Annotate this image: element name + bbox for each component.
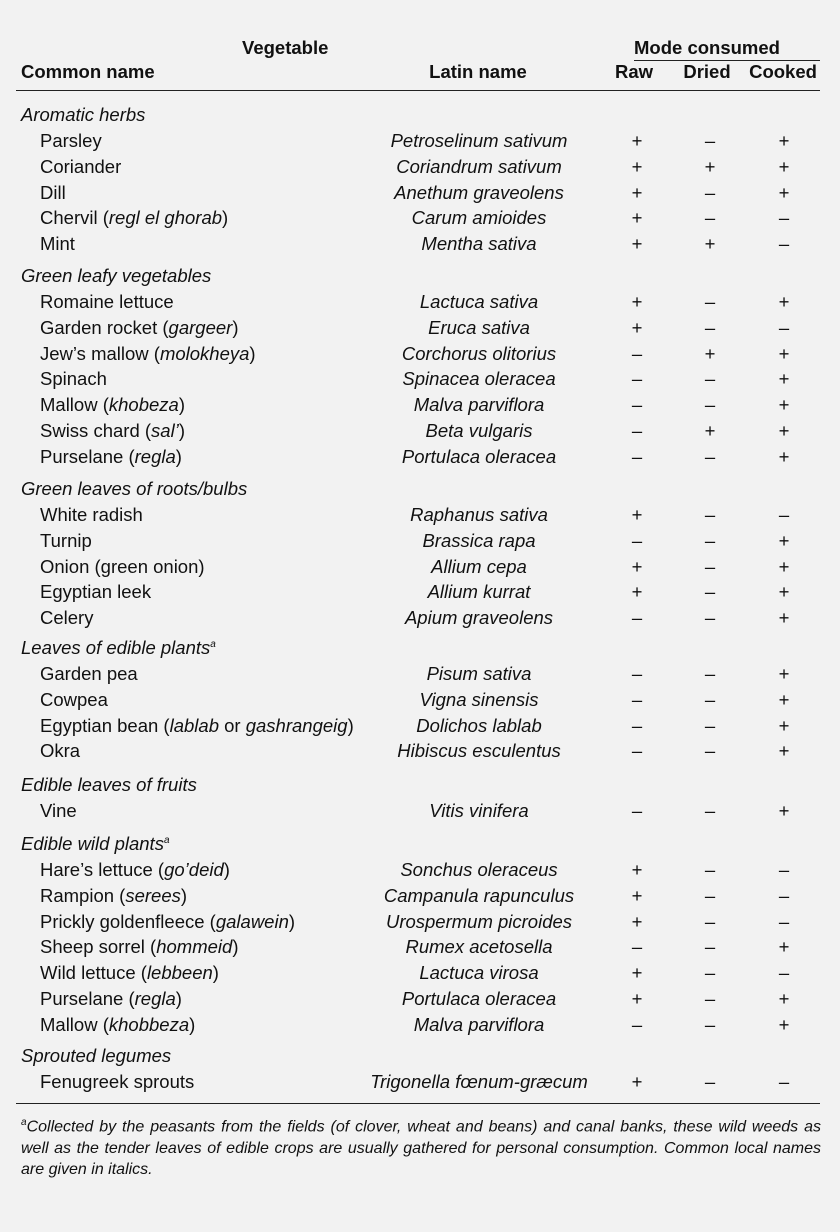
cooked-mark: + bbox=[778, 130, 790, 151]
local-name: khobeza bbox=[108, 394, 179, 416]
raw-mark: + bbox=[631, 233, 643, 255]
common-name: Chervil bbox=[40, 207, 98, 229]
table-row bbox=[0, 885, 840, 909]
common-name-cell bbox=[40, 233, 75, 255]
cooked-mark: + bbox=[778, 988, 790, 1009]
raw-mark: + bbox=[631, 130, 643, 151]
bottom-rule bbox=[16, 1103, 820, 1104]
category-text: Aromatic herbs bbox=[21, 104, 146, 125]
cooked-mark: + bbox=[778, 529, 790, 551]
dried-mark: – bbox=[704, 555, 716, 577]
raw-mark: – bbox=[631, 368, 643, 390]
raw-mark: – bbox=[631, 688, 643, 710]
raw-mark: + bbox=[631, 962, 643, 984]
cooked-mark: – bbox=[778, 1071, 790, 1092]
common-name: Garden rocket bbox=[40, 316, 158, 338]
table-row bbox=[0, 368, 840, 392]
footnote-text: Collected by the peasants from the fields (of clover, wheat and beans) and canal banks, these wild weeds as well as the tender leaves of edible crops are usually gathered for personal consumption. Common local names are given in italics. bbox=[21, 1118, 821, 1179]
category-label bbox=[21, 833, 170, 855]
category-label bbox=[21, 637, 216, 659]
dried-mark: – bbox=[704, 800, 716, 821]
common-name: Garden pea bbox=[40, 663, 138, 684]
cooked-mark: + bbox=[778, 936, 790, 958]
common-name-cell bbox=[40, 607, 93, 629]
common-name: Mallow bbox=[40, 394, 98, 416]
latin-name: Apium graveolens bbox=[404, 607, 554, 629]
category-text: Green leaves of roots/bulbs bbox=[21, 478, 248, 499]
latin-name: Allium cepa bbox=[431, 555, 527, 577]
common-name: Onion (green onion) bbox=[40, 555, 205, 577]
raw-mark: – bbox=[631, 607, 643, 629]
category-row bbox=[0, 774, 840, 798]
cooked-mark: – bbox=[778, 504, 790, 525]
table-row bbox=[0, 689, 840, 713]
table-row bbox=[0, 607, 840, 631]
latin-name: Lactuca virosa bbox=[419, 962, 539, 984]
table-row bbox=[0, 130, 840, 154]
latin-name: Carum amioides bbox=[411, 207, 547, 229]
category-label bbox=[21, 104, 145, 126]
dried-mark: – bbox=[704, 504, 716, 525]
latin-name: Portulaca oleracea bbox=[401, 445, 557, 467]
raw-mark: – bbox=[631, 740, 643, 762]
table-row bbox=[0, 1014, 840, 1038]
category-text: Edible wild plants bbox=[21, 833, 164, 854]
latin-name: Petroselinum sativum bbox=[390, 130, 568, 151]
common-name: Coriander bbox=[40, 155, 122, 177]
dried-mark: – bbox=[704, 910, 716, 932]
footnote-marker: a bbox=[163, 834, 170, 846]
latin-name: Beta vulgaris bbox=[425, 420, 533, 441]
category-row bbox=[0, 478, 840, 502]
common-name-header: Common name bbox=[21, 61, 155, 82]
category-text: Leaves of edible plants bbox=[21, 637, 211, 658]
common-name-cell bbox=[40, 130, 102, 152]
cooked-mark: – bbox=[778, 859, 790, 880]
raw-mark: – bbox=[631, 663, 643, 684]
category-text: Green leafy vegetables bbox=[21, 265, 212, 286]
common-name-cell: Hare’s lettuce (go’deid) bbox=[40, 859, 230, 880]
common-name: Wild lettuce bbox=[40, 962, 136, 984]
cooked-mark: + bbox=[778, 181, 790, 203]
table-row bbox=[0, 291, 840, 315]
common-name-cell: Chervil (regl el ghorab) bbox=[40, 207, 229, 229]
common-name: Dill bbox=[40, 181, 66, 203]
common-name: Egyptian leek bbox=[40, 581, 152, 603]
dried-mark: – bbox=[704, 988, 716, 1009]
latin-name: Campanula rapunculus bbox=[383, 884, 575, 906]
raw-mark: + bbox=[631, 155, 643, 177]
common-name: Egyptian bean bbox=[40, 714, 159, 736]
common-name: Celery bbox=[40, 607, 94, 629]
cooked-mark: – bbox=[778, 233, 790, 255]
dried-mark: – bbox=[704, 316, 716, 338]
raw-mark: – bbox=[631, 714, 643, 736]
category-text: Sprouted legumes bbox=[21, 1045, 172, 1066]
table-row bbox=[0, 504, 840, 528]
category-label bbox=[21, 1045, 171, 1067]
cooked-mark: + bbox=[778, 291, 790, 312]
raw-mark: + bbox=[631, 1071, 643, 1092]
raw-header: Raw bbox=[614, 61, 654, 82]
cooked-mark: + bbox=[778, 740, 790, 762]
table-row bbox=[0, 446, 840, 470]
cooked-mark: – bbox=[778, 884, 790, 906]
raw-mark: + bbox=[631, 316, 643, 338]
cooked-mark: + bbox=[778, 394, 790, 416]
local-name: gargeer bbox=[168, 316, 233, 338]
footnote-marker: a bbox=[21, 1117, 27, 1128]
dried-mark: – bbox=[704, 181, 716, 203]
latin-name: Allium kurrat bbox=[427, 581, 531, 603]
category-label bbox=[21, 774, 197, 796]
latin-name: Lactuca sativa bbox=[419, 291, 539, 312]
dried-mark: – bbox=[704, 859, 716, 880]
common-name: Fenugreek sprouts bbox=[40, 1071, 195, 1092]
table-row bbox=[0, 581, 840, 605]
raw-mark: + bbox=[631, 181, 643, 203]
common-name: White radish bbox=[40, 504, 143, 525]
category-row bbox=[0, 1045, 840, 1069]
cooked-mark: + bbox=[778, 714, 790, 736]
mode-consumed-header: Mode consumed bbox=[634, 37, 780, 58]
raw-mark: – bbox=[631, 1013, 643, 1035]
cooked-mark: + bbox=[778, 420, 790, 441]
common-name-cell: Mallow (khobeza) bbox=[40, 394, 186, 416]
dried-mark: – bbox=[704, 1013, 716, 1035]
dried-mark: – bbox=[704, 207, 716, 229]
raw-mark: + bbox=[631, 988, 643, 1009]
footnote bbox=[21, 1112, 821, 1181]
dried-mark: – bbox=[704, 714, 716, 736]
table-row bbox=[0, 317, 840, 341]
latin-name: Raphanus sativa bbox=[410, 504, 548, 525]
common-name: Parsley bbox=[40, 130, 102, 151]
cooked-mark: + bbox=[778, 800, 790, 821]
common-name-cell: Purselane (regla) bbox=[40, 988, 182, 1009]
common-name: Rampion bbox=[40, 884, 115, 906]
category-text: Edible leaves of fruits bbox=[21, 774, 197, 795]
table-row bbox=[0, 420, 840, 444]
local-name: gashrangeig bbox=[245, 714, 348, 736]
header-rule bbox=[16, 90, 820, 91]
common-name-cell bbox=[40, 1071, 194, 1093]
mode-consumed-rule bbox=[634, 60, 820, 61]
common-name: Okra bbox=[40, 740, 81, 762]
table-row bbox=[0, 1071, 840, 1095]
category-label bbox=[21, 265, 211, 287]
common-name: Romaine lettuce bbox=[40, 291, 174, 312]
raw-mark: – bbox=[631, 800, 643, 821]
raw-mark: – bbox=[631, 445, 643, 467]
dried-mark: – bbox=[704, 884, 716, 906]
cooked-mark: + bbox=[778, 607, 790, 629]
common-name-cell: Wild lettuce (lebbeen) bbox=[40, 962, 219, 984]
local-name: galawein bbox=[215, 910, 289, 932]
table-row bbox=[0, 800, 840, 824]
dried-mark: + bbox=[704, 342, 716, 364]
dried-mark: + bbox=[704, 420, 716, 441]
common-name-cell bbox=[40, 504, 143, 526]
common-name-cell: Rampion (serees) bbox=[40, 884, 188, 906]
latin-name: Pisum sativa bbox=[426, 663, 532, 684]
latin-name: Brassica rapa bbox=[422, 529, 536, 551]
dried-mark: – bbox=[704, 688, 716, 710]
table-row bbox=[0, 663, 840, 687]
local-name: lebbeen bbox=[146, 962, 213, 984]
latin-name: Hibiscus esculentus bbox=[397, 740, 561, 762]
dried-mark: – bbox=[704, 368, 716, 390]
raw-mark: – bbox=[631, 936, 643, 958]
latin-name: Coriandrum sativum bbox=[396, 155, 562, 177]
footnote-marker: a bbox=[210, 638, 216, 650]
latin-name: Spinacea oleracea bbox=[402, 368, 556, 390]
local-name: molokheya bbox=[159, 342, 250, 364]
local-name: go’deid bbox=[164, 859, 224, 880]
latin-name-header: Latin name bbox=[429, 61, 527, 82]
latin-name: Rumex acetosella bbox=[405, 936, 553, 958]
table-row bbox=[0, 859, 840, 883]
common-name: Spinach bbox=[40, 368, 107, 390]
cooked-mark: + bbox=[778, 581, 790, 603]
common-name: Sheep sorrel bbox=[40, 936, 145, 958]
latin-name: Malva parviflora bbox=[413, 1013, 545, 1035]
common-name-cell bbox=[40, 663, 138, 685]
common-name: Mallow bbox=[40, 1013, 98, 1035]
cooked-mark: + bbox=[778, 342, 790, 364]
latin-name: Mentha sativa bbox=[421, 233, 537, 255]
common-name-cell: Prickly goldenfleece (galawein) bbox=[40, 910, 296, 932]
common-name-cell bbox=[40, 291, 174, 313]
common-name-cell bbox=[40, 556, 205, 578]
raw-mark: – bbox=[631, 342, 643, 364]
dried-mark: – bbox=[704, 581, 716, 603]
common-name-cell bbox=[40, 156, 121, 178]
raw-mark: + bbox=[631, 291, 643, 312]
dried-mark: – bbox=[704, 740, 716, 762]
common-name: Cowpea bbox=[40, 688, 108, 710]
category-row bbox=[0, 833, 840, 857]
latin-name: Eruca sativa bbox=[428, 316, 530, 338]
common-name: Purselane bbox=[40, 988, 124, 1009]
common-name-cell: Purselane (regla) bbox=[40, 445, 182, 467]
local-name: regla bbox=[134, 445, 176, 467]
common-name-cell: Egyptian bean (lablab or gashrangeig) bbox=[40, 714, 354, 736]
table-row bbox=[0, 936, 840, 960]
common-name: Mint bbox=[40, 233, 75, 255]
common-name-cell bbox=[40, 581, 151, 603]
cooked-mark: + bbox=[778, 555, 790, 577]
common-name-cell bbox=[40, 530, 92, 552]
common-name: Vine bbox=[40, 800, 77, 821]
local-name-join: or bbox=[224, 714, 241, 736]
table-row bbox=[0, 182, 840, 206]
common-name: Purselane bbox=[40, 445, 124, 467]
dried-mark: – bbox=[704, 663, 716, 684]
table-row bbox=[0, 207, 840, 231]
common-name-cell bbox=[40, 800, 77, 822]
cooked-header: Cooked bbox=[749, 61, 817, 82]
cooked-mark: – bbox=[778, 316, 790, 338]
table-row bbox=[0, 715, 840, 739]
vegetable-header: Vegetable bbox=[242, 37, 329, 58]
latin-name: Dolichos lablab bbox=[416, 714, 542, 736]
cooked-mark: + bbox=[778, 368, 790, 390]
common-name-cell: Mallow (khobbeza) bbox=[40, 1013, 196, 1035]
latin-name: Malva parviflora bbox=[413, 394, 545, 416]
latin-name: Trigonella fœnum-græcum bbox=[370, 1071, 588, 1092]
cooked-mark: + bbox=[778, 445, 790, 467]
category-row bbox=[0, 637, 840, 661]
table-row bbox=[0, 394, 840, 418]
cooked-mark: + bbox=[778, 688, 790, 710]
cooked-mark: – bbox=[778, 962, 790, 984]
dried-mark: – bbox=[704, 529, 716, 551]
cooked-mark: + bbox=[778, 1013, 790, 1035]
dried-mark: + bbox=[704, 233, 716, 255]
category-label bbox=[21, 478, 247, 500]
dried-mark: – bbox=[704, 445, 716, 467]
local-name: regla bbox=[134, 988, 176, 1009]
dried-mark: – bbox=[704, 291, 716, 312]
common-name: Hare’s lettuce bbox=[40, 859, 153, 880]
raw-mark: + bbox=[631, 504, 643, 525]
common-name-cell bbox=[40, 182, 66, 204]
raw-mark: – bbox=[631, 529, 643, 551]
dried-mark: – bbox=[704, 607, 716, 629]
dried-mark: + bbox=[704, 155, 716, 177]
local-name: regl el ghorab bbox=[108, 207, 223, 229]
category-row bbox=[0, 104, 840, 128]
raw-mark: + bbox=[631, 555, 643, 577]
raw-mark: + bbox=[631, 207, 643, 229]
latin-name: Urospermum picroides bbox=[385, 910, 573, 932]
common-name: Swiss chard bbox=[40, 420, 140, 441]
common-name: Turnip bbox=[40, 529, 92, 551]
raw-mark: – bbox=[631, 420, 643, 441]
raw-mark: + bbox=[631, 884, 643, 906]
local-name: khobbeza bbox=[108, 1013, 190, 1035]
latin-name: Corchorus olitorius bbox=[401, 342, 557, 364]
latin-name: Sonchus oleraceus bbox=[400, 859, 558, 880]
dried-mark: – bbox=[704, 130, 716, 151]
raw-mark: + bbox=[631, 859, 643, 880]
local-name: serees bbox=[125, 884, 181, 906]
cooked-mark: + bbox=[778, 155, 790, 177]
local-name: hommeid bbox=[156, 936, 233, 958]
table-row bbox=[0, 156, 840, 180]
table-row bbox=[0, 343, 840, 367]
dried-mark: – bbox=[704, 394, 716, 416]
cooked-mark: + bbox=[778, 663, 790, 684]
table-row bbox=[0, 233, 840, 257]
common-name-cell: Garden rocket (gargeer) bbox=[40, 316, 239, 338]
table-row bbox=[0, 911, 840, 935]
table-row bbox=[0, 556, 840, 580]
cooked-mark: – bbox=[778, 207, 790, 229]
dried-mark: – bbox=[704, 962, 716, 984]
table-row bbox=[0, 530, 840, 554]
table-row bbox=[0, 740, 840, 764]
dried-header: Dried bbox=[683, 61, 731, 82]
raw-mark: + bbox=[631, 581, 643, 603]
table-row bbox=[0, 988, 840, 1012]
local-name: lablab bbox=[169, 714, 219, 736]
common-name-cell bbox=[40, 740, 80, 762]
latin-name: Vigna sinensis bbox=[419, 688, 539, 710]
raw-mark: – bbox=[631, 394, 643, 416]
common-name: Prickly goldenfleece bbox=[40, 910, 205, 932]
table-row bbox=[0, 962, 840, 986]
local-name: sal’ bbox=[151, 420, 179, 441]
common-name: Jew’s mallow bbox=[40, 342, 149, 364]
latin-name: Vitis vinifera bbox=[429, 800, 529, 821]
dried-mark: – bbox=[704, 1071, 716, 1092]
common-name-cell: Sheep sorrel (hommeid) bbox=[40, 936, 239, 958]
latin-name: Anethum graveolens bbox=[394, 181, 564, 203]
common-name-cell: Jew’s mallow (molokheya) bbox=[40, 342, 256, 364]
common-name-cell bbox=[40, 368, 107, 390]
cooked-mark: – bbox=[778, 910, 790, 932]
dried-mark: – bbox=[704, 936, 716, 958]
common-name-cell: Swiss chard (sal’) bbox=[40, 420, 185, 441]
raw-mark: + bbox=[631, 910, 643, 932]
category-row bbox=[0, 265, 840, 289]
common-name-cell bbox=[40, 689, 108, 711]
latin-name: Portulaca oleracea bbox=[401, 988, 557, 1009]
